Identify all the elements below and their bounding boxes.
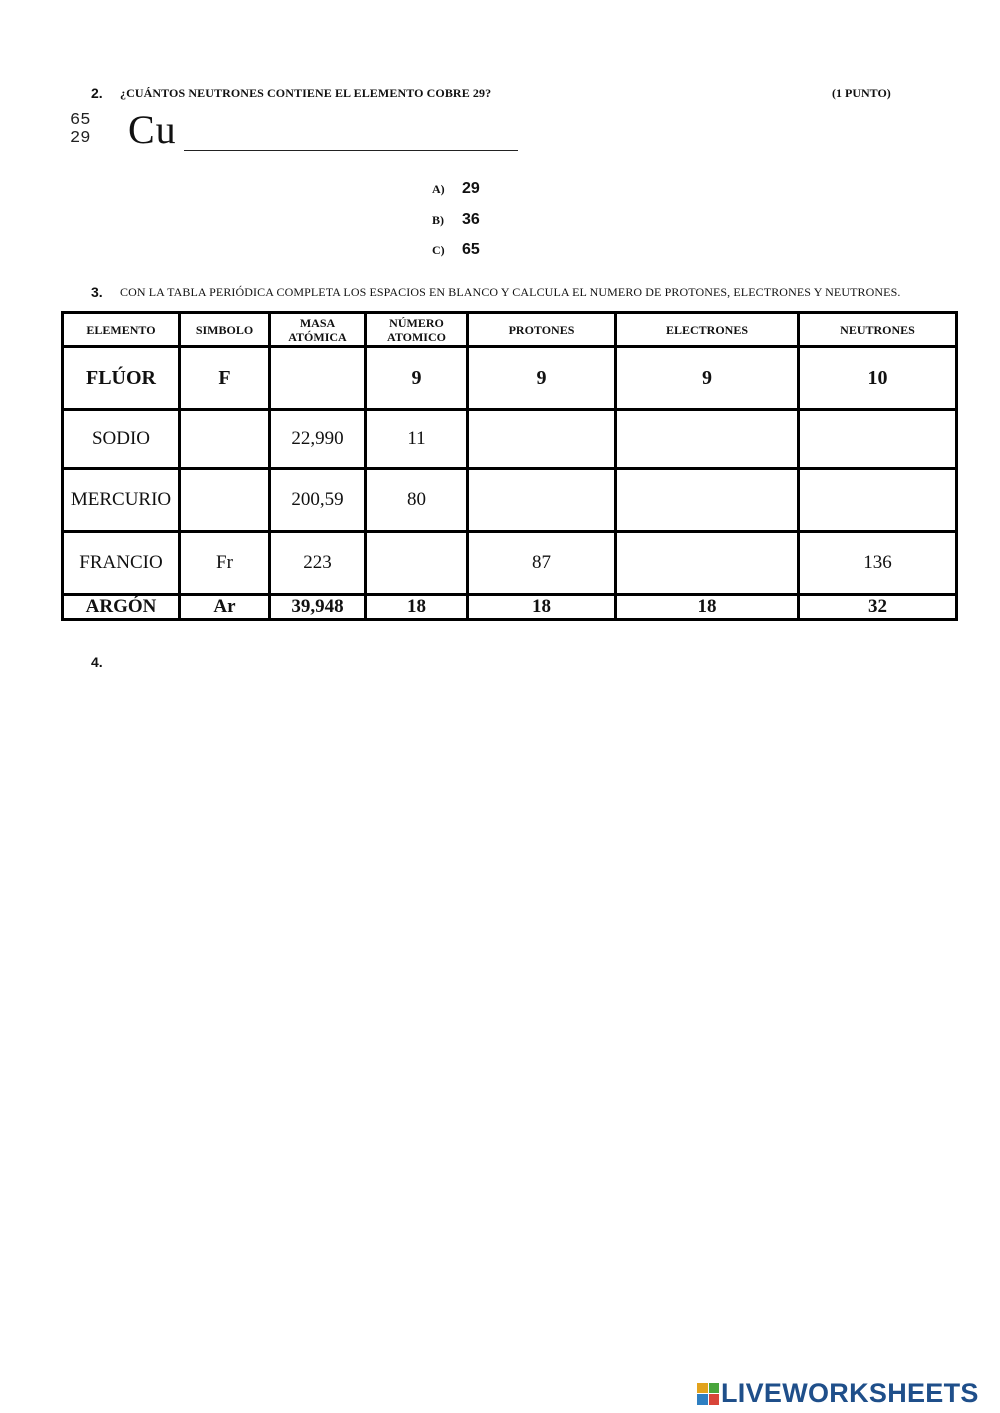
header-electrones: ELECTRONES	[616, 313, 799, 347]
header-neutrones: NEUTRONES	[799, 313, 957, 347]
table-header-row	[63, 313, 957, 347]
cell-masa-input[interactable]	[270, 347, 366, 410]
option-value: 29	[462, 180, 480, 197]
cell-protones-input[interactable]	[468, 469, 616, 532]
cell-electrones: 18	[616, 595, 799, 620]
cell-electrones: 9	[616, 347, 799, 410]
table-row	[63, 410, 957, 469]
cell-protones: 9	[468, 347, 616, 410]
cell-elemento: FRANCIO	[63, 532, 180, 595]
brand-name: LIVEWORKSHEETS	[721, 1378, 979, 1408]
header-numero-line1: NÚMERO	[389, 315, 444, 330]
isotope-notation	[70, 112, 90, 148]
option-b[interactable]	[432, 211, 480, 229]
cell-numero: 9	[366, 347, 468, 410]
cell-neutrones: 10	[799, 347, 957, 410]
cell-elemento: MERCURIO	[63, 469, 180, 532]
cell-neutrones: 136	[799, 532, 957, 595]
cell-electrones-input[interactable]	[616, 469, 799, 532]
cell-neutrones-input[interactable]	[799, 410, 957, 469]
question-2-text: ¿CUÁNTOS NEUTRONES CONTIENE EL ELEMENTO COBRE 29?	[120, 86, 492, 100]
question-2-points: (1 PUNTO)	[832, 86, 891, 100]
question-3-number: 3.	[91, 284, 103, 300]
cell-neutrones: 32	[799, 595, 957, 620]
cell-protones: 18	[468, 595, 616, 620]
cell-masa: 22,990	[270, 410, 366, 469]
option-a[interactable]	[432, 180, 480, 198]
option-c[interactable]	[432, 241, 480, 259]
cell-numero: 18	[366, 595, 468, 620]
table-row	[63, 347, 957, 410]
cell-simbolo-input[interactable]	[180, 410, 270, 469]
cell-masa: 223	[270, 532, 366, 595]
cell-protones: 87	[468, 532, 616, 595]
liveworksheets-logo	[697, 1378, 979, 1409]
cell-simbolo: F	[180, 347, 270, 410]
header-simbolo: SIMBOLO	[180, 313, 270, 347]
cell-electrones-input[interactable]	[616, 410, 799, 469]
table-row	[63, 595, 957, 620]
header-masa-line2: ATÓMICA	[288, 329, 347, 344]
element-symbol: Cu	[128, 107, 177, 152]
header-numero-line2: ATOMICO	[387, 329, 446, 344]
atomic-number: 29	[70, 129, 91, 148]
cell-neutrones-input[interactable]	[799, 469, 957, 532]
option-label: C)	[432, 243, 445, 257]
cell-masa: 200,59	[270, 469, 366, 532]
option-label: A)	[432, 182, 445, 196]
option-value: 65	[462, 241, 480, 258]
question-2-number: 2.	[91, 85, 103, 101]
cell-protones-input[interactable]	[468, 410, 616, 469]
option-value: 36	[462, 211, 480, 228]
header-numero	[366, 313, 468, 347]
cell-numero-input[interactable]	[366, 532, 468, 595]
cell-electrones-input[interactable]	[616, 532, 799, 595]
table-row	[63, 469, 957, 532]
question-4-number: 4.	[91, 654, 103, 670]
question-3-text: CON LA TABLA PERIÓDICA COMPLETA LOS ESPACIOS EN BLANCO Y CALCULA EL NUMERO DE PROTONES, ELECTRONES Y NEUTRONES.	[120, 285, 901, 299]
cell-simbolo: Fr	[180, 532, 270, 595]
logo-mark-icon	[697, 1383, 719, 1405]
header-elemento: ELEMENTO	[63, 313, 180, 347]
cell-simbolo-input[interactable]	[180, 469, 270, 532]
answer-line[interactable]	[184, 150, 518, 151]
table-row	[63, 532, 957, 595]
header-masa	[270, 313, 366, 347]
cell-numero: 11	[366, 410, 468, 469]
cell-masa: 39,948	[270, 595, 366, 620]
header-masa-line1: MASA	[299, 315, 336, 330]
cell-elemento: SODIO	[63, 410, 180, 469]
cell-numero: 80	[366, 469, 468, 532]
cell-elemento: FLÚOR	[63, 347, 180, 410]
mass-number: 65	[70, 111, 91, 130]
cell-elemento: ARGÓN	[63, 595, 180, 620]
cell-simbolo: Ar	[180, 595, 270, 620]
elements-table	[61, 311, 958, 621]
header-protones: PROTONES	[468, 313, 616, 347]
option-label: B)	[432, 213, 444, 227]
